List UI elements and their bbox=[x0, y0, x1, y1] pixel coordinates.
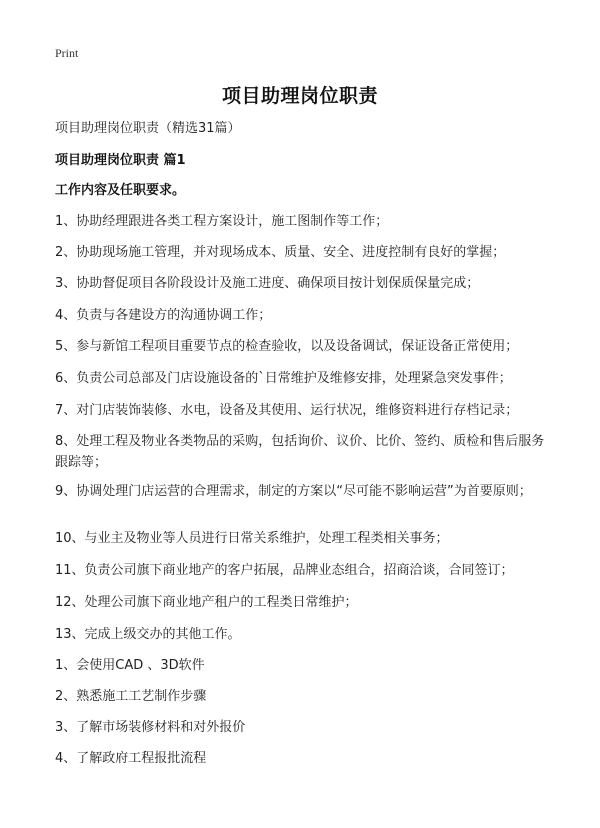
duty-item-3: 3、协助督促项目各阶段设计及施工进度、确保项目按计划保质保量完成； bbox=[55, 276, 480, 291]
duty-item-11: 11、负责公司旗下商业地产的客户拓展，品牌业态组合，招商洽谈，合同签订； bbox=[55, 563, 514, 578]
requirement-item-4: 4、了解政府工程报批流程 bbox=[55, 751, 207, 766]
duty-item-8: 8、处理工程及物业各类物品的采购，包括询价、议价、比价、签约、质检和售后服务跟踪等； bbox=[55, 434, 545, 470]
job-requirements-heading: 工作内容及任职要求。 bbox=[55, 183, 186, 198]
duty-item-6: 6、负责公司总部及门店设施设备的`日常维护及维修安排，处理紧急突发事件； bbox=[55, 371, 512, 386]
requirement-item-3: 3、了解市场装修材料和对外报价 bbox=[55, 720, 246, 735]
duty-item-1: 1、协助经理跟进各类工程方案设计，施工图制作等工作； bbox=[55, 214, 389, 229]
duty-item-9: 9、协调处理门店运营的合理需求，制定的方案以“尽可能不影响运营”为首要原则； bbox=[55, 484, 532, 499]
section-heading: 项目助理岗位职责 篇1 bbox=[55, 153, 186, 168]
duty-item-10: 10、与业主及物业等人员进行日常关系维护，处理工程类相关事务； bbox=[55, 531, 449, 546]
duty-item-12: 12、处理公司旗下商业地产租户的工程类日常维护； bbox=[55, 595, 358, 610]
document-subtitle: 项目助理岗位职责（精选31篇） bbox=[55, 121, 241, 136]
duty-item-5: 5、参与新馆工程项目重要节点的检查验收，以及设备调试，保证设备正常使用； bbox=[55, 339, 519, 354]
requirement-item-1: 1、会使用CAD 、3D软件 bbox=[55, 658, 205, 673]
document-title: 项目助理岗位职责 bbox=[221, 85, 378, 107]
requirement-item-2: 2、熟悉施工工艺制作步骤 bbox=[55, 689, 207, 704]
duty-item-7: 7、对门店装饰装修、水电，设备及其使用、运行状况，维修资料进行存档记录； bbox=[55, 403, 519, 418]
print-label: Print bbox=[55, 46, 79, 60]
duty-item-2: 2、协助现场施工管理，并对现场成本、质量、安全、进度控制有良好的掌握； bbox=[55, 245, 506, 260]
duty-item-4: 4、负责与各建设方的沟通协调工作； bbox=[55, 308, 272, 323]
duty-item-13: 13、完成上级交办的其他工作。 bbox=[55, 627, 241, 642]
